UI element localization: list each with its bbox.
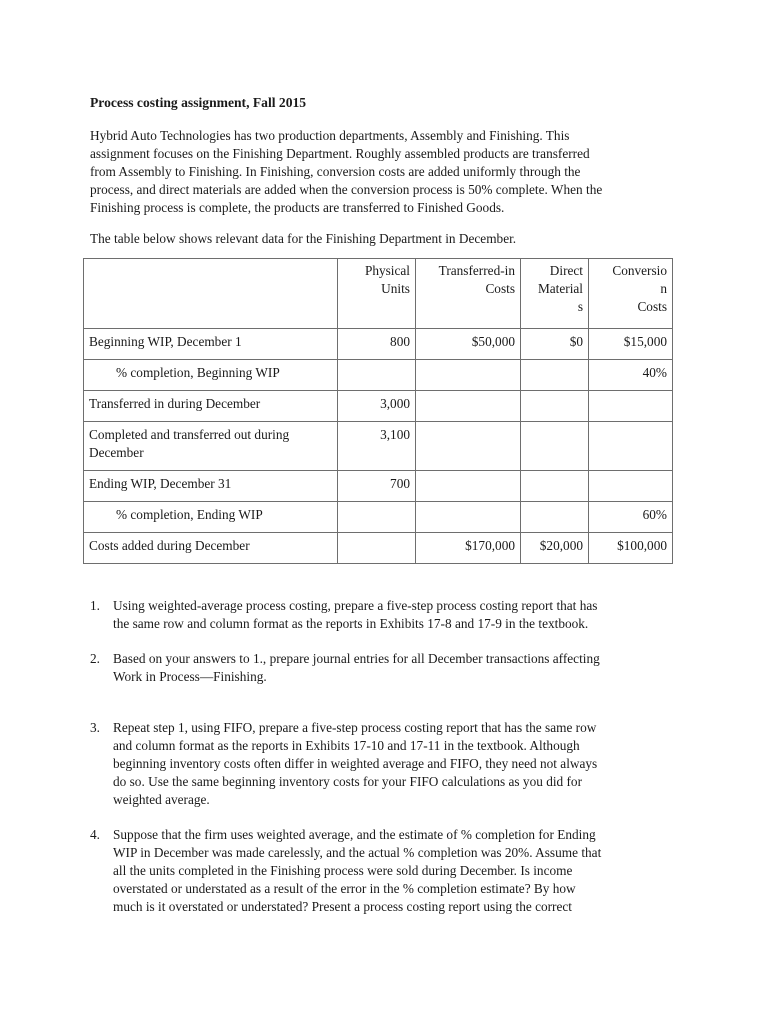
row-label: % completion, Ending WIP	[84, 502, 338, 533]
cell-units: 3,100	[338, 422, 416, 471]
finishing-department-data-table	[83, 258, 673, 564]
table-row	[84, 329, 673, 360]
cell-direct-materials	[521, 502, 589, 533]
header-physical-units: Physical Units	[338, 259, 416, 329]
cell-transferred-in	[416, 422, 521, 471]
question-number: 4.	[90, 827, 100, 842]
cell-units: 700	[338, 471, 416, 502]
cell-units	[338, 360, 416, 391]
header-conversion-costs: Conversio n Costs	[589, 259, 673, 329]
table-row	[84, 502, 673, 533]
question-item	[90, 650, 680, 704]
question-item	[90, 719, 680, 807]
cell-direct-materials	[521, 360, 589, 391]
cell-conversion	[589, 422, 673, 471]
cell-conversion: 40%	[589, 360, 673, 391]
question-number: 3.	[90, 720, 100, 735]
cell-conversion: 60%	[589, 502, 673, 533]
cell-direct-materials	[521, 391, 589, 422]
table-row	[84, 471, 673, 502]
cell-units: 800	[338, 329, 416, 360]
cell-direct-materials: $20,000	[521, 533, 589, 564]
row-label: Ending WIP, December 31	[84, 471, 338, 502]
question-text: Repeat step 1, using FIFO, prepare a five-step process costing report that has the same row and column format as the reports in Exhibits 17-10 and 17-11 in the textbook. Although beginning inventory costs often differ in weighted average and FIFO, they need not always do so. Use the same beginning inventory costs for your FIFO calculations as you did for weighted average.	[113, 720, 598, 807]
table-row	[84, 391, 673, 422]
question-item	[90, 597, 680, 651]
intro-paragraph: Hybrid Auto Technologies has two production departments, Assembly and Finishing. This assignment focuses on the Finishing Department. Roughly assembled products are transferred from Assembly to Finishing. In Finishing, conversion costs are added uniformly through the process, and direct materials are added when the conversion process is 50% complete. When the Finishing process is complete, the products are transferred to Finished Goods.	[90, 128, 603, 215]
question-number: 1.	[90, 598, 100, 613]
question-item	[90, 826, 680, 914]
question-text: Using weighted-average process costing, prepare a five-step process costing report that has the same row and column format as the reports in Exhibits 17-8 and 17-9 in the textbook.	[113, 598, 598, 631]
cell-transferred-in	[416, 471, 521, 502]
question-number: 2.	[90, 651, 100, 666]
cell-conversion	[589, 391, 673, 422]
question-text: Based on your answers to 1., prepare journal entries for all December transactions affecting Work in Process—Finishing.	[113, 651, 600, 684]
question-text: Suppose that the firm uses weighted average, and the estimate of % completion for Ending WIP in December was made carelessly, and the actual % completion was 20%. Assume that all the units completed in the Finishing process were sold during December. Is income overstated or understated as a result of the error in the % completion estimate? By how much is it overstated or understated? Present a process costing report using the correct	[113, 827, 602, 914]
cell-transferred-in: $50,000	[416, 329, 521, 360]
header-direct-materials: Direct Material s	[521, 259, 589, 329]
cell-conversion: $100,000	[589, 533, 673, 564]
row-label: Transferred in during December	[84, 391, 338, 422]
table-lead-sentence: The table below shows relevant data for the Finishing Department in December.	[90, 231, 517, 246]
document-title: Process costing assignment, Fall 2015	[90, 95, 307, 110]
cell-conversion: $15,000	[589, 329, 673, 360]
row-label: % completion, Beginning WIP	[84, 360, 338, 391]
table-row	[84, 533, 673, 564]
cell-transferred-in: $170,000	[416, 533, 521, 564]
row-label: Completed and transferred out during December	[84, 422, 338, 471]
row-label: Costs added during December	[84, 533, 338, 564]
cell-units: 3,000	[338, 391, 416, 422]
cell-transferred-in	[416, 391, 521, 422]
cell-conversion	[589, 471, 673, 502]
table-row	[84, 422, 673, 471]
cell-direct-materials: $0	[521, 329, 589, 360]
row-label: Beginning WIP, December 1	[84, 329, 338, 360]
cell-units	[338, 502, 416, 533]
cell-direct-materials	[521, 471, 589, 502]
cell-transferred-in	[416, 502, 521, 533]
header-label-cell	[84, 259, 338, 329]
header-transferred-in-costs: Transferred-in Costs	[416, 259, 521, 329]
cell-units	[338, 533, 416, 564]
cell-transferred-in	[416, 360, 521, 391]
table-header-row	[84, 259, 673, 329]
cell-direct-materials	[521, 422, 589, 471]
table-row	[84, 360, 673, 391]
